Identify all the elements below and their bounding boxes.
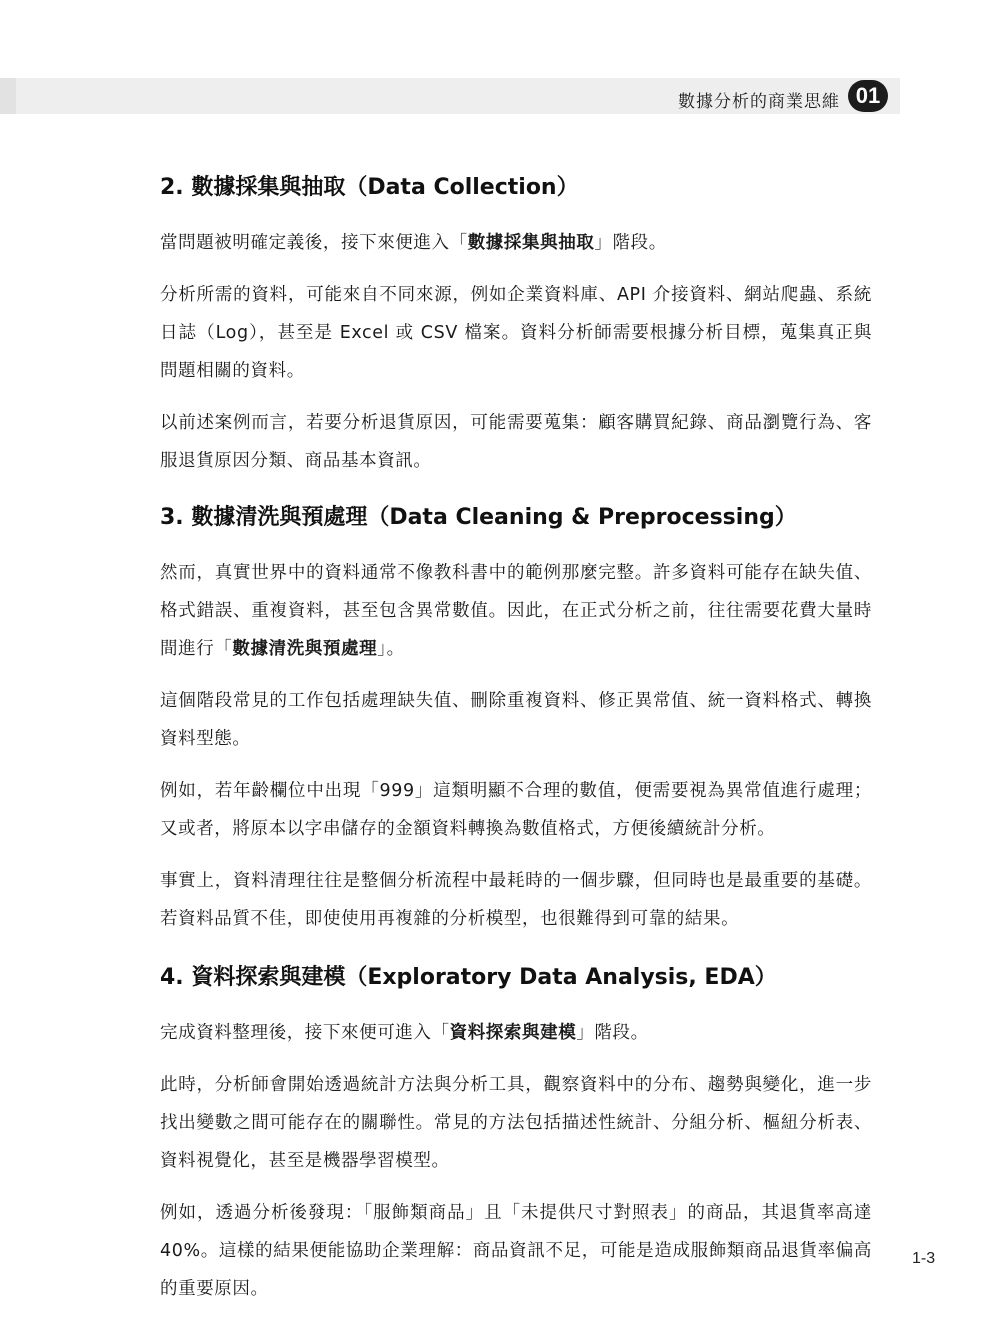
paragraph: 事實上，資料清理往往是整個分析流程中最耗時的一個步驟，但同時也是最重要的基礎。若資料品質不佳，即使使用再複雜的分析模型，也很難得到可靠的結果。	[160, 871, 872, 929]
paragraph: 此時，分析師會開始透過統計方法與分析工具，觀察資料中的分布、趨勢與變化，進一步找出變數之間可能存在的關聯性。常見的方法包括描述性統計、分組分析、樞紐分析表、資料視覺化，甚至是機器學習模型。	[160, 1075, 872, 1171]
page-content	[160, 170, 872, 1322]
paragraph: 完成資料整理後，接下來便可進入「資料探索與建模」階段。	[160, 1023, 649, 1043]
paragraph: 然而，真實世界中的資料通常不像教科書中的範例那麼完整。許多資料可能存在缺失值、格式錯誤、重複資料，甚至包含異常數值。因此，在正式分析之前，往往需要花費大量時間進行「數據清洗與預處理」。	[160, 563, 872, 659]
paragraph: 分析所需的資料，可能來自不同來源，例如企業資料庫、API 介接資料、網站爬蟲、系統日誌（Log），甚至是 Excel 或 CSV 檔案。資料分析師需要根據分析目標，蒐集真正與問題相關的資料。	[160, 285, 872, 381]
section-eda	[160, 960, 872, 1308]
section-heading: 3. 數據清洗與預處理（Data Cleaning & Preprocessing）	[160, 505, 797, 530]
section-heading: 4. 資料探索與建模（Exploratory Data Analysis, EDA）	[160, 965, 777, 990]
bold-term: 數據採集與抽取	[467, 233, 595, 253]
paragraph: 當問題被明確定義後，接下來便進入「數據採集與抽取」階段。	[160, 233, 667, 253]
section-data-collection	[160, 170, 872, 480]
paragraph: 例如，透過分析後發現：「服飾類商品」且「未提供尺寸對照表」的商品，其退貨率高達 40%。這樣的結果便能協助企業理解：商品資訊不足，可能是造成服飾類商品退貨率偏高的重要原因。	[160, 1203, 872, 1299]
paragraph: 例如，若年齡欄位中出現「999」這類明顯不合理的數值，便需要視為異常值進行處理；又或者，將原本以字串儲存的金額資料轉換為數值格式，方便後續統計分析。	[160, 781, 872, 839]
chapter-number-badge: 01	[848, 80, 888, 112]
bold-term: 數據清洗與預處理	[232, 639, 378, 659]
paragraph: 這個階段常見的工作包括處理缺失值、刪除重複資料、修正異常值、統一資料格式、轉換資料型態。	[160, 691, 872, 749]
paragraph: 以前述案例而言，若要分析退貨原因，可能需要蒐集：顧客購買紀錄、商品瀏覽行為、客服退貨原因分類、商品基本資訊。	[160, 413, 872, 471]
page-number: 1-3	[912, 1250, 936, 1267]
bold-term: 資料探索與建模	[449, 1023, 577, 1043]
section-heading: 2. 數據採集與抽取（Data Collection）	[160, 175, 579, 200]
section-data-cleaning	[160, 500, 872, 938]
running-header-edge	[0, 78, 16, 114]
running-header-title: 數據分析的商業思維	[678, 92, 840, 112]
